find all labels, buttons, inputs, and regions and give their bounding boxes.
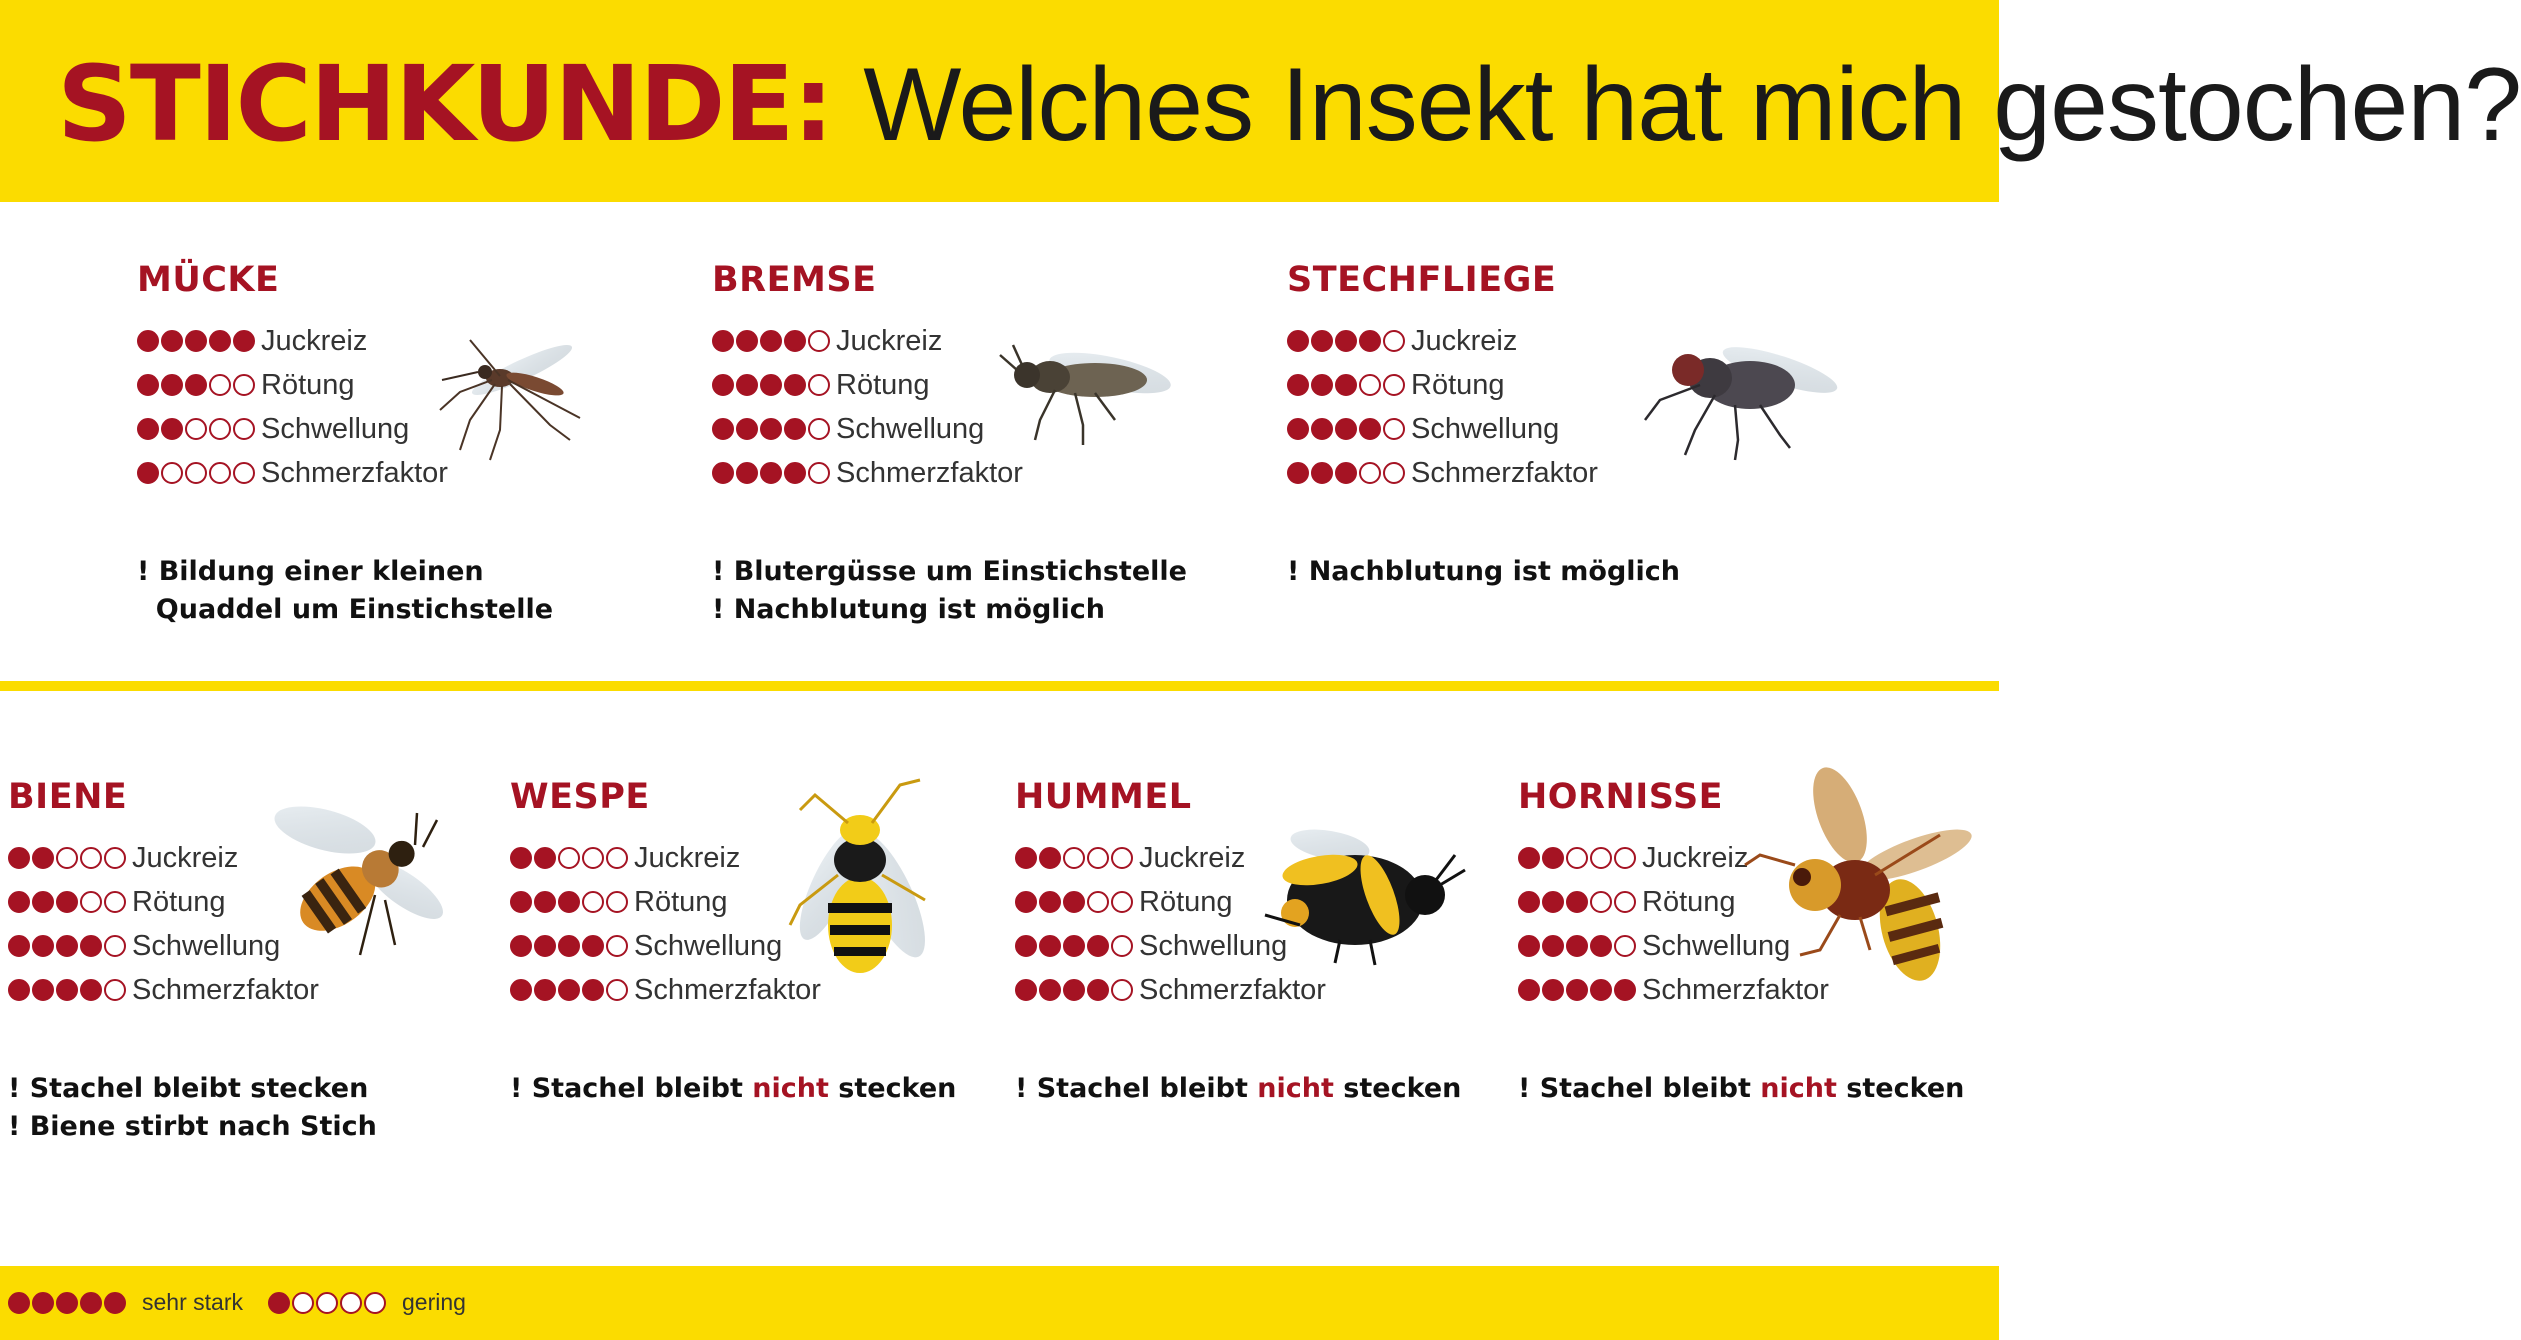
rating-dot-filled [32,935,54,957]
rating-dots [1015,891,1133,913]
rating-label: Schmerzfaktor [132,973,319,1006]
note [510,1070,956,1108]
rating-dot-filled [1287,418,1309,440]
rating-dot-filled [510,979,532,1001]
note [8,1108,377,1146]
rating-dots [8,935,126,957]
rating-label: Schmerzfaktor [634,973,821,1006]
rating-dot-empty [1590,891,1612,913]
rating-dot-filled [1542,935,1564,957]
rating-dots [712,462,830,484]
rating-dot-filled [137,462,159,484]
rating-dot-empty [808,330,830,352]
rating-dot-empty [606,891,628,913]
rating-dot-filled [8,847,30,869]
note-text: Quaddel um Einstichstelle [137,594,554,625]
insect-name: MÜCKE [137,260,280,300]
note [1518,1070,1964,1108]
rating-label: Juckreiz [1411,324,1518,357]
rating-dots [1015,935,1133,957]
rating-dot-filled [784,330,806,352]
rating-dots [510,935,628,957]
rating-dot-filled [161,374,183,396]
rating-dot-empty [1614,847,1636,869]
rating-dot-filled [784,462,806,484]
rating-dot-filled [736,330,758,352]
rating-dot-empty [1614,935,1636,957]
rating-dot-filled [185,330,207,352]
rating-dot-filled [8,1292,30,1314]
notes [1287,553,1680,591]
rating-dots [8,847,126,869]
rating-dot-filled [161,330,183,352]
rating-dot-empty [1087,891,1109,913]
notes [137,553,553,629]
legend-dots [8,1292,126,1314]
note-text-end: stecken [1333,1073,1462,1104]
rating-label: Schmerzfaktor [1139,973,1326,1006]
rating-dot-empty [1383,330,1405,352]
rating-dots [137,374,255,396]
rating-dot-empty [80,847,102,869]
rating-dot-filled [1614,979,1636,1001]
hornet-icon [1740,775,1970,990]
rating-row [1015,968,1461,1012]
rating-dot-filled [712,418,734,440]
rating-dot-filled [1518,979,1540,1001]
insect-card-1 [712,260,1187,629]
rating-dots [137,330,255,352]
rating-row [8,968,377,1012]
notes [1518,1070,1964,1108]
rating-label: Schmerzfaktor [261,456,448,489]
section-divider [0,681,1999,691]
rating-dot-filled [233,330,255,352]
rating-dot-filled [1063,979,1085,1001]
rating-dot-empty [808,462,830,484]
rating-dots [8,979,126,1001]
rating-label: Rötung [1139,885,1233,918]
insect-name: HORNISSE [1518,777,1724,817]
insect-name: HUMMEL [1015,777,1192,817]
rating-dot-empty [1111,935,1133,957]
rating-dot-empty [104,935,126,957]
rating-dot-empty [1566,847,1588,869]
note [712,591,1187,629]
rating-dot-empty [582,847,604,869]
rating-dot-filled [760,462,782,484]
rating-dot-filled [161,418,183,440]
note [137,591,553,629]
rating-dot-empty [80,891,102,913]
rating-dot-filled [1087,935,1109,957]
rating-dot-filled [1311,374,1333,396]
note-text: ! Blutergüsse um Einstichstelle [712,556,1187,587]
rating-dot-filled [1359,330,1381,352]
rating-label: Schwellung [634,929,783,962]
rating-dot-empty [233,462,255,484]
rating-dot-empty [558,847,580,869]
title-subtitle: Welches Insekt hat mich gestochen? [863,47,2521,163]
note [1287,553,1680,591]
rating-dot-filled [1590,979,1612,1001]
rating-dot-empty [209,374,231,396]
bee-icon [265,795,465,960]
note-text: ! Stachel bleibt [1015,1073,1258,1104]
rating-dots [712,330,830,352]
rating-dot-empty [1383,374,1405,396]
rating-dot-empty [606,979,628,1001]
note-text: ! Stachel bleibt [510,1073,753,1104]
rating-row [1287,319,1680,363]
rating-dot-empty [808,418,830,440]
rating-dot-filled [8,935,30,957]
rating-label: Rötung [132,885,226,918]
insect-name: WESPE [510,777,650,817]
rating-dot-filled [1542,891,1564,913]
rating-label: Juckreiz [836,324,943,357]
rating-dots [1518,935,1636,957]
rating-dot-filled [712,330,734,352]
rating-dots [1287,418,1405,440]
rating-dot-empty [1359,462,1381,484]
notes [510,1070,956,1108]
note-text: ! Bildung einer kleinen [137,556,484,587]
rating-dot-empty [233,418,255,440]
rating-dot-filled [8,891,30,913]
rating-dot-empty [104,847,126,869]
legend-dots [268,1292,386,1314]
rating-label: Rötung [836,368,930,401]
rating-dot-filled [1359,418,1381,440]
rating-dot-filled [1518,891,1540,913]
rating-dots [1518,891,1636,913]
rating-row [1287,451,1680,495]
rating-dot-filled [80,935,102,957]
rating-dot-filled [1015,979,1037,1001]
rating-dot-empty [316,1292,338,1314]
rating-dots [510,891,628,913]
notes [1015,1070,1461,1108]
rating-dot-filled [56,935,78,957]
rating-dot-filled [1015,935,1037,957]
rating-dot-empty [1063,847,1085,869]
insect-card-2 [1287,260,1681,591]
rating-dots [510,979,628,1001]
insect-name: BIENE [8,777,128,817]
rating-dot-empty [1111,891,1133,913]
rating-dots [1518,979,1636,1001]
rating-dot-filled [736,374,758,396]
rating-dot-empty [104,891,126,913]
rating-dot-filled [1590,935,1612,957]
rating-dots [1015,979,1133,1001]
rating-dots [1518,847,1636,869]
rating-dot-filled [8,979,30,1001]
rating-dot-empty [185,418,207,440]
rating-dot-empty [606,847,628,869]
rating-label: Schwellung [261,412,410,445]
rating-label: Juckreiz [1642,841,1749,874]
rating-dot-empty [1111,847,1133,869]
rating-dot-filled [1039,935,1061,957]
rating-dot-filled [1566,935,1588,957]
note-text: ! Stachel bleibt stecken [8,1073,369,1104]
rating-dot-filled [1311,418,1333,440]
rating-dot-empty [606,935,628,957]
stable-fly-icon [1640,330,1840,460]
rating-dot-filled [760,330,782,352]
rating-dot-filled [1039,979,1061,1001]
rating-dot-empty [292,1292,314,1314]
legend-label: sehr stark [142,1289,243,1315]
rating-dot-empty [56,847,78,869]
rating-dots [137,462,255,484]
rating-dot-empty [808,374,830,396]
rating-dot-filled [1311,330,1333,352]
horsefly-icon [995,325,1175,445]
note-text: ! Nachblutung ist möglich [1287,556,1681,587]
rating-dot-filled [1311,462,1333,484]
note-text-end: stecken [1836,1073,1965,1104]
rating-dot-filled [736,462,758,484]
rating-dot-filled [736,418,758,440]
rating-dot-filled [1063,935,1085,957]
rating-row [1287,407,1680,451]
title-band [0,0,2521,202]
rating-dot-filled [32,847,54,869]
rating-dot-filled [80,1292,102,1314]
rating-dot-empty [209,418,231,440]
rating-dot-filled [1518,847,1540,869]
rating-dot-filled [1335,418,1357,440]
note-text: ! Biene stirbt nach Stich [8,1111,377,1142]
note [712,553,1187,591]
rating-dot-filled [1566,979,1588,1001]
rating-dot-filled [32,891,54,913]
rating-dots [712,374,830,396]
note [137,553,553,591]
rating-dot-filled [510,891,532,913]
insect-name: STECHFLIEGE [1287,260,1557,300]
rating-label: Schwellung [836,412,985,445]
rating-dot-filled [137,374,159,396]
note-text: ! Nachblutung ist möglich [712,594,1106,625]
rating-dot-filled [1287,462,1309,484]
rating-dot-empty [1383,462,1405,484]
rating-dot-filled [582,935,604,957]
rating-label: Schmerzfaktor [1411,456,1598,489]
rating-dot-filled [1518,935,1540,957]
rating-dot-filled [1287,330,1309,352]
legend-item-weak [268,1289,466,1316]
rating-dot-empty [104,979,126,1001]
rating-dots [1015,847,1133,869]
rating-row [712,451,1187,495]
rating-dot-filled [32,979,54,1001]
rating-label: Rötung [1411,368,1505,401]
rating-dot-filled [760,418,782,440]
rating-dot-filled [582,979,604,1001]
rating-dot-empty [1359,374,1381,396]
rating-dot-empty [1590,847,1612,869]
rating-label: Rötung [1642,885,1736,918]
rating-dot-filled [1087,979,1109,1001]
rating-dots [1287,462,1405,484]
rating-dot-empty [233,374,255,396]
title-strong: STICHKUNDE: [57,43,833,165]
rating-dot-filled [32,1292,54,1314]
rating-label: Schwellung [132,929,281,962]
note-highlight: nicht [752,1073,829,1104]
rating-dot-filled [185,374,207,396]
wasp-icon [760,775,945,990]
notes [8,1070,377,1146]
rating-dot-empty [1111,979,1133,1001]
note-text: ! Stachel bleibt [1518,1073,1761,1104]
bumblebee-icon [1260,825,1470,965]
rating-dot-filled [534,891,556,913]
rating-dot-filled [510,847,532,869]
rating-label: Rötung [261,368,355,401]
rating-label: Juckreiz [1139,841,1246,874]
rating-dot-filled [1335,374,1357,396]
rating-dot-empty [364,1292,386,1314]
rating-label: Juckreiz [261,324,368,357]
rating-dots [712,418,830,440]
rating-dot-filled [1566,891,1588,913]
rating-dot-filled [1039,891,1061,913]
rating-dot-filled [534,979,556,1001]
rating-dots [137,418,255,440]
rating-dot-filled [56,979,78,1001]
rating-label: Schmerzfaktor [836,456,1023,489]
note-text-end: stecken [828,1073,957,1104]
rating-dot-empty [1087,847,1109,869]
rating-dot-filled [558,979,580,1001]
rating-dot-filled [1287,374,1309,396]
rating-dot-filled [558,891,580,913]
rating-dot-filled [268,1292,290,1314]
rating-dot-empty [340,1292,362,1314]
rating-dots [8,891,126,913]
rating-dot-filled [534,847,556,869]
rating-label: Rötung [634,885,728,918]
rating-dots [1287,374,1405,396]
rating-dot-empty [1383,418,1405,440]
rating-dot-empty [582,891,604,913]
rating-label: Schwellung [1139,929,1288,962]
rating-dot-filled [1542,847,1564,869]
rating-dot-filled [784,374,806,396]
rating-dot-filled [1335,330,1357,352]
rating-dot-filled [1542,979,1564,1001]
rating-dot-filled [784,418,806,440]
note-highlight: nicht [1257,1073,1334,1104]
insect-name: BREMSE [712,260,877,300]
rating-dot-filled [1039,847,1061,869]
legend-item-strong [8,1289,243,1316]
rating-dot-empty [1614,891,1636,913]
rating-dot-empty [185,462,207,484]
rating-dots [510,847,628,869]
rating-dot-filled [209,330,231,352]
rating-label: Schwellung [1642,929,1791,962]
rating-label: Schwellung [1411,412,1560,445]
rating-dot-filled [534,935,556,957]
rating-dot-filled [104,1292,126,1314]
rating-dot-empty [161,462,183,484]
rating-dot-filled [1015,891,1037,913]
rating-row [1287,363,1680,407]
rating-dot-filled [1015,847,1037,869]
rating-label: Juckreiz [634,841,741,874]
rating-label: Juckreiz [132,841,239,874]
rating-dot-filled [1063,891,1085,913]
rating-dot-filled [558,935,580,957]
note [1015,1070,1461,1108]
rating-dot-filled [56,891,78,913]
rating-dot-filled [712,462,734,484]
rating-dot-filled [1335,462,1357,484]
rating-dot-filled [760,374,782,396]
note-highlight: nicht [1760,1073,1837,1104]
rating-dots [1287,330,1405,352]
rating-dot-filled [137,418,159,440]
rating-label: Schmerzfaktor [1642,973,1829,1006]
rating-dot-filled [137,330,159,352]
rating-dot-filled [56,1292,78,1314]
legend-label: gering [402,1289,466,1315]
rating-dot-filled [510,935,532,957]
rating-dot-filled [712,374,734,396]
mosquito-icon [430,300,610,460]
note [8,1070,377,1108]
rating-dot-empty [209,462,231,484]
page-title [57,43,2521,165]
notes [712,553,1187,629]
rating-dot-filled [80,979,102,1001]
